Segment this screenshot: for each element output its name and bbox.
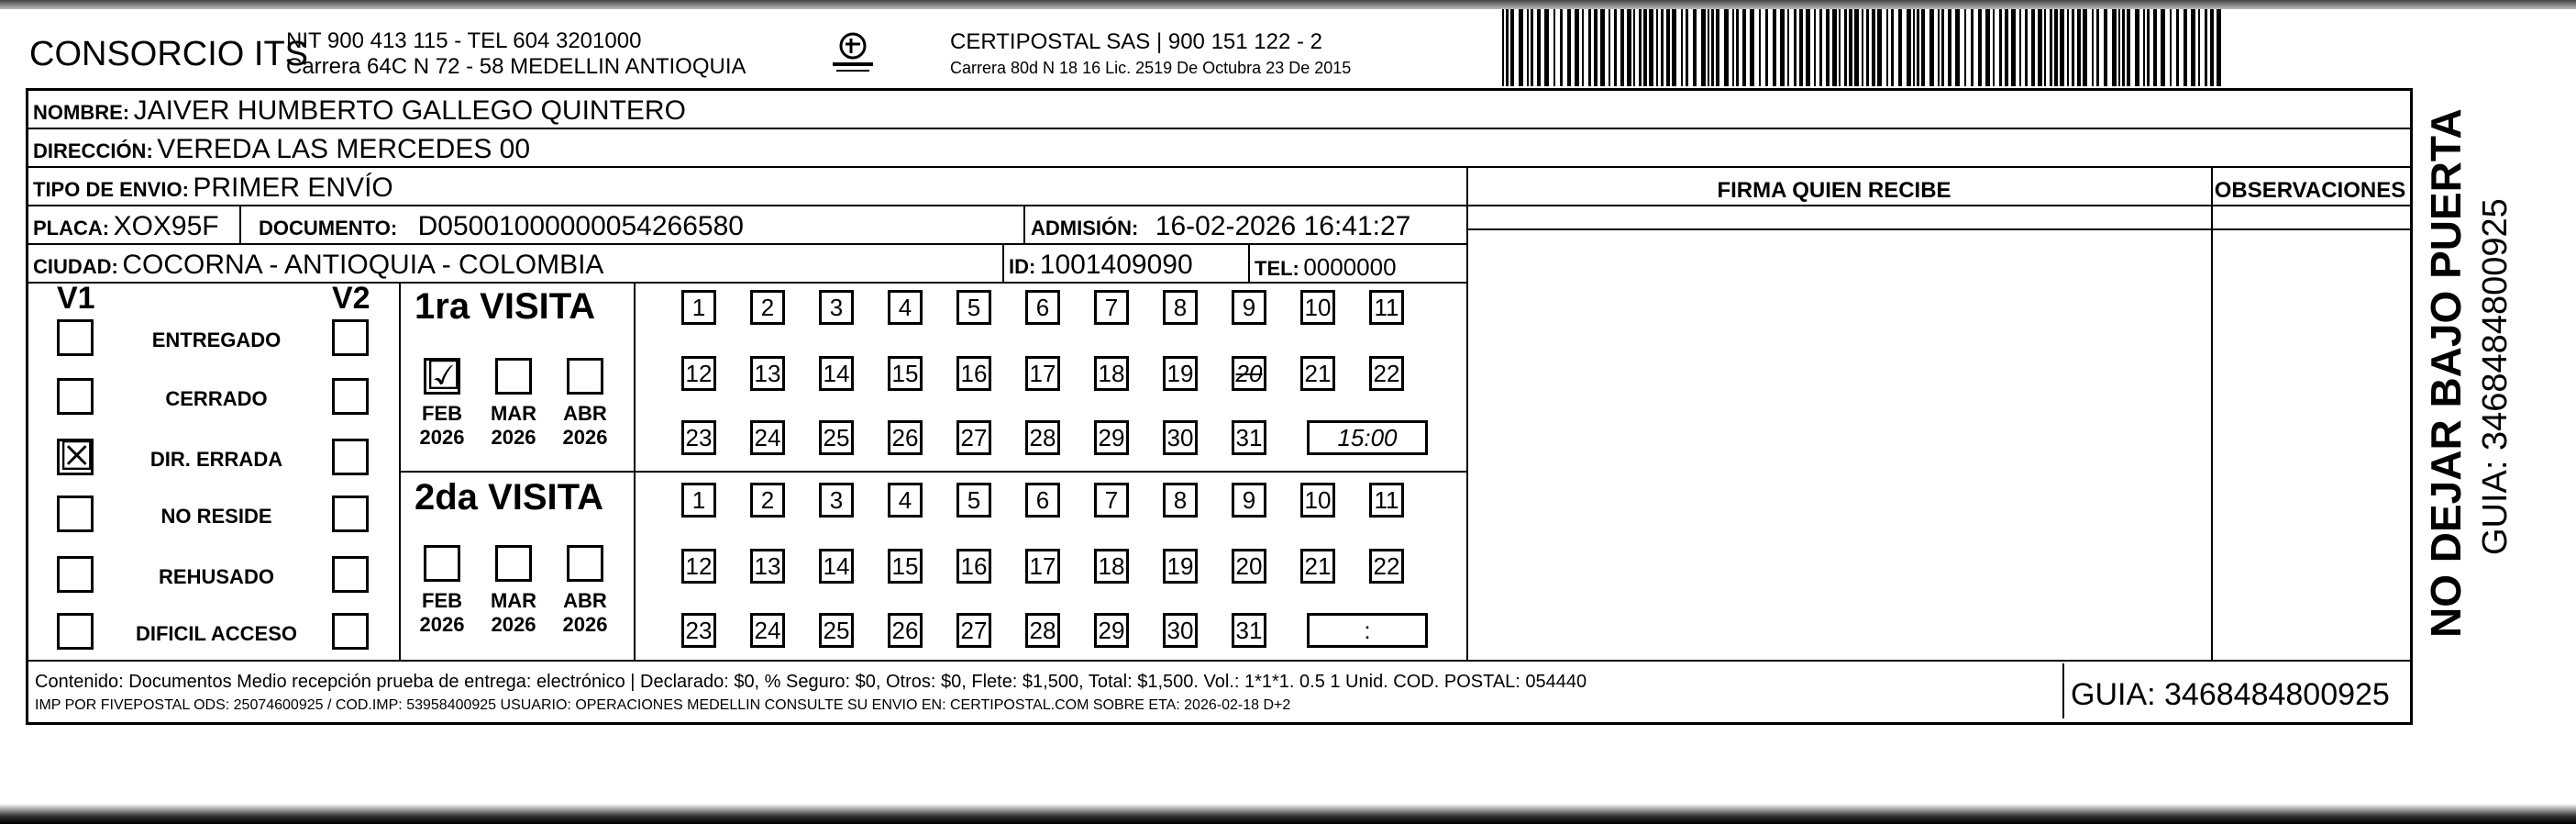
documento-label: DOCUMENTO: [259,217,398,239]
day-box[interactable]: 14 [819,356,854,391]
day-box[interactable]: 20 [1232,356,1266,391]
nombre-label: NOMBRE: [33,101,130,124]
barcode-bar [1732,9,1734,86]
barcode-bar [1627,9,1631,86]
day-box[interactable]: 24 [750,613,785,648]
month-name: FEB [422,589,462,612]
day-box[interactable]: 5 [956,290,991,325]
day-box[interactable]: 22 [1369,549,1404,584]
day-box[interactable]: 10 [1300,290,1335,325]
month-checkbox[interactable] [495,358,532,395]
barcode-bar [1643,9,1647,86]
barcode-bar [1917,9,1919,86]
barcode-bar [1955,9,1960,86]
month-label [415,402,470,450]
barcode-bar [2011,9,2016,86]
admision-field [1031,211,1410,242]
month-check-mark: ☑ [426,352,462,399]
barcode-bar [1938,9,1940,86]
barcode-bar [1672,9,1676,86]
day-box[interactable]: 8 [1163,290,1198,325]
v2-checkbox[interactable] [332,556,369,593]
certipostal-logo [829,29,877,77]
day-box[interactable]: 1 [681,483,716,518]
month-checkbox[interactable] [567,545,603,582]
barcode-bar [1527,9,1529,86]
day-box[interactable]: 17 [1025,549,1060,584]
status-label: REHUSADO [159,565,274,588]
day-box[interactable]: 26 [888,420,923,455]
barcode-bar [1913,9,1915,86]
barcode-bar [1681,9,1683,86]
month-label [415,589,470,637]
v1-label: V1 [57,281,95,316]
barcode-bar [2025,9,2028,86]
month-name: ABR [563,402,607,425]
tel-value: 0000000 [1303,253,1397,281]
barcode-bar [1582,9,1584,86]
barcode-bar [1819,9,1822,86]
month-label [558,589,613,637]
status-label: NO RESIDE [160,505,272,528]
status-label: DIR. ERRADA [149,448,283,471]
day-box[interactable]: 12 [681,549,716,584]
day-box[interactable]: 31 [1232,420,1266,455]
barcode-bar [1567,9,1571,86]
barcode-bar [2038,9,2042,86]
barcode-bar [1773,9,1776,86]
barcode-bar [2067,9,2069,86]
barcode-bar [2153,9,2157,86]
month-year: 2026 [491,426,536,449]
tipo-envio-label: TIPO DE ENVIO: [33,178,189,201]
v1-checkbox[interactable] [57,496,94,532]
month-name: MAR [490,402,537,425]
day-box[interactable]: 13 [750,549,785,584]
barcode-bar [1716,9,1719,86]
barcode-bar [2118,9,2120,86]
barcode-bar [2135,9,2139,86]
barcode-bar [1872,9,1875,86]
id-field [1009,250,1193,281]
ciudad-value: COCORNA - ANTIOQUIA - COLOMBIA [122,250,604,280]
day-box[interactable]: 13 [750,356,785,391]
day-box[interactable]: 15 [888,356,923,391]
barcode-bar [1693,9,1697,86]
barcode-bar [1639,9,1642,86]
observaciones-header: OBSERVACIONES [2214,178,2406,203]
time-box[interactable]: : [1307,613,1428,648]
barcode-bar [1941,9,1944,86]
documento-field [259,211,744,242]
day-box[interactable]: 3 [819,483,854,518]
barcode-bar [2198,9,2200,86]
first-visit-title: 1ra VISITA [415,286,596,327]
barcode-bar [1575,9,1579,86]
barcode-bar [1862,9,1863,86]
barcode-bar [1553,9,1555,86]
barcode-bar [1826,9,1830,86]
barcode-bar [1506,9,1509,86]
month-checkbox[interactable] [424,545,460,582]
day-box[interactable]: 18 [1094,549,1129,584]
day-box[interactable]: 3 [819,290,854,325]
barcode-bar [2031,9,2035,86]
day-box[interactable]: 2 [750,290,785,325]
top-edge [0,0,2576,9]
month-year: 2026 [562,426,608,449]
barcode-bar [1600,9,1605,86]
day-box[interactable]: 30 [1163,613,1198,648]
month-year: 2026 [491,613,536,636]
day-box[interactable]: 28 [1025,613,1060,648]
day-box[interactable]: 28 [1025,420,1060,455]
time-box[interactable]: 15:00 [1307,420,1428,455]
barcode-bar [1787,9,1789,86]
day-box[interactable]: 20 [1232,549,1266,584]
v1-checkbox[interactable] [57,319,94,356]
day-box[interactable]: 17 [1025,356,1060,391]
barcode-bar [1799,9,1803,86]
barcode-bar [1814,9,1816,86]
direccion-label: DIRECCIÓN: [33,139,153,162]
barcode-bar [2054,9,2058,86]
second-visit-title: 2da VISITA [415,477,603,518]
day-box[interactable]: 29 [1094,613,1129,648]
barcode-bar [2096,9,2099,86]
barcode-bar [1999,9,2002,86]
v1-checkbox[interactable] [57,378,94,415]
month-label [486,589,541,637]
placa-field [33,211,219,242]
barcode-bar [1724,9,1729,86]
barcode-bar [1686,9,1688,86]
day-box[interactable]: 25 [819,420,854,455]
barcode-bar [1839,9,1841,86]
barcode-bar [1964,9,1966,86]
tel-field [1255,253,1397,282]
day-box[interactable]: 1 [681,290,716,325]
day-box[interactable]: 11 [1369,290,1404,325]
barcode-bar [1736,9,1739,86]
barcode-bar [1806,9,1810,86]
v2-checkbox[interactable] [332,378,369,415]
nombre-value: JAIVER HUMBERTO GALLEGO QUINTERO [133,95,686,126]
company-nit: NIT 900 413 115 - TEL 604 3201000 [286,28,642,53]
day-box[interactable]: 11 [1369,483,1404,518]
day-box[interactable]: 15 [888,549,923,584]
day-box[interactable]: 10 [1300,483,1335,518]
day-box[interactable]: 18 [1094,356,1129,391]
ciudad-field [33,250,603,281]
day-box[interactable]: 7 [1094,483,1129,518]
barcode-bar [1620,9,1624,86]
day-box[interactable]: 25 [819,613,854,648]
barcode-bar [2127,9,2130,86]
barcode-bar [2077,9,2081,86]
barcode-bar [2210,9,2214,86]
v2-checkbox[interactable] [332,319,369,356]
barcode-bar [1891,9,1894,86]
month-name: ABR [563,589,607,612]
tipo-envio-row [33,173,393,204]
day-box[interactable]: 21 [1300,356,1335,391]
barcode-bar [1742,9,1746,86]
v1-check-mark: ☒ [59,433,95,480]
footer-print-info: IMP POR FIVEPOSTAL ODS: 25074600925 / COD.IMP: 53958400925 USUARIO: OPERACIONES MEDELLIN CONSULTE SU ENVIO EN: CERTIPOSTAL.COM SOBRE ETA: 2026-02-18 D+2 [35,697,1291,713]
month-name: MAR [490,589,537,612]
placa-value: XOX95F [113,211,219,241]
barcode [1500,9,2234,86]
id-label: ID: [1009,255,1036,278]
day-box[interactable]: 6 [1025,290,1060,325]
day-box[interactable]: 16 [956,356,991,391]
admision-label: ADMISIÓN: [1031,217,1139,239]
day-box[interactable]: 23 [681,420,716,455]
barcode-bar [2112,9,2117,86]
day-box[interactable]: 21 [1300,549,1335,584]
day-box[interactable]: 30 [1163,420,1198,455]
barcode-bar [2122,9,2125,86]
barcode-bar [1971,9,1973,86]
day-box[interactable]: 2 [750,483,785,518]
barcode-bar [1544,9,1549,86]
barcode-bar [2147,9,2150,86]
day-box[interactable]: 27 [956,613,991,648]
footer-guia: GUIA: 3468484800925 [2071,677,2390,712]
footer-content: Contenido: Documentos Medio recepción prueba de entrega: electrónico | Declarado: $0, % Seguro: $0, Otros: $0, Flete: $1,500, Total: $1,500. Vol.: 1*1*1. 0.5 1 Unid. COD. POSTAL: 054440 [35,672,1587,692]
day-box[interactable]: 4 [888,290,923,325]
documento-value: D05001000000054266580 [417,211,744,241]
barcode-bar [1701,9,1706,86]
id-value: 1001409090 [1039,250,1193,280]
month-year: 2026 [419,613,465,636]
barcode-bar [1661,9,1664,86]
day-box[interactable]: 19 [1163,549,1198,584]
barcode-bar [1609,9,1610,86]
status-label: ENTREGADO [151,328,282,351]
barcode-bar [2019,9,2021,86]
month-label [558,402,613,450]
day-box[interactable]: 5 [956,483,991,518]
barcode-bar [1594,9,1598,86]
month-year: 2026 [562,613,608,636]
day-box[interactable]: 4 [888,483,923,518]
day-box[interactable]: 6 [1025,483,1060,518]
barcode-bar [2161,9,2165,86]
barcode-bar [1666,9,1670,86]
certipostal-license: Carrera 80d N 18 16 Lic. 2519 De Octubra 23 De 2015 [950,59,1352,77]
barcode-bar [2184,9,2187,86]
barcode-bar [1854,9,1859,86]
day-box[interactable]: 14 [819,549,854,584]
barcode-bar [1649,9,1653,86]
barcode-bar [1844,9,1847,86]
tipo-envio-value: PRIMER ENVÍO [193,173,393,203]
month-year: 2026 [419,426,465,449]
barcode-bar [1708,9,1709,86]
day-box[interactable]: 16 [956,549,991,584]
barcode-bar [1877,9,1882,86]
barcode-bar [1794,9,1797,86]
barcode-bar [1832,9,1837,86]
barcode-bar [2170,9,2172,86]
v1-checkbox[interactable] [57,556,94,593]
month-label [486,402,541,450]
barcode-bar [1560,9,1563,86]
ciudad-label: CIUDAD: [33,255,118,278]
barcode-bar [2104,9,2107,86]
month-name: FEB [422,402,462,425]
barcode-bar [1765,9,1768,86]
status-label: DIFICIL ACCESO [135,622,297,645]
barcode-bar [1929,9,1934,86]
day-box[interactable]: 22 [1369,356,1404,391]
barcode-bar [1656,9,1658,86]
day-box[interactable]: 27 [956,420,991,455]
barcode-bar [1907,9,1911,86]
barcode-bar [1588,9,1591,86]
barcode-bar [1519,9,1523,86]
day-box[interactable]: 29 [1094,420,1129,455]
barcode-bar [1510,9,1514,86]
admision-value: 16-02-2026 16:41:27 [1155,211,1411,241]
nombre-row [33,95,686,127]
barcode-bar [1866,9,1869,86]
barcode-bar [2191,9,2195,86]
v2-checkbox[interactable] [332,496,369,532]
day-box[interactable]: 23 [681,613,716,648]
barcode-bar [1886,9,1888,86]
barcode-bar [2143,9,2145,86]
barcode-bar [1750,9,1754,86]
side-guia: GUIA: 3468484800925 [2476,198,2515,555]
certipostal-info: CERTIPOSTAL SAS | 900 151 122 - 2 [950,29,1322,54]
v2-label: V2 [332,281,370,316]
v1-checkbox[interactable] [57,613,94,650]
barcode-bar [1502,9,1504,86]
v2-checkbox[interactable] [332,439,369,475]
barcode-bar [1921,9,1925,86]
barcode-bar [1531,9,1533,86]
company-name: CONSORCIO ITS [29,35,309,73]
barcode-bar [2060,9,2064,86]
barcode-bar [1898,9,1902,86]
barcode-bar [2050,9,2052,86]
barcode-bar [1614,9,1617,86]
placa-label: PLACA: [33,217,110,239]
direccion-value: VEREDA LAS MERCEDES 00 [157,134,531,164]
barcode-bar [1993,9,1995,86]
barcode-bar [2072,9,2074,86]
barcode-bar [2083,9,2087,86]
day-box[interactable]: 26 [888,613,923,648]
status-label: CERRADO [165,387,268,410]
day-box[interactable]: 19 [1163,356,1198,391]
barcode-bar [1948,9,1951,86]
month-checkbox[interactable] [495,545,532,582]
day-box[interactable]: 24 [750,420,785,455]
tel-label: TEL: [1255,257,1299,280]
month-checkbox[interactable] [567,358,603,395]
day-box[interactable]: 31 [1232,613,1266,648]
no-dejar-bajo-puerta: NO DEJAR BAJO PUERTA [2422,108,2470,638]
barcode-bar [2176,9,2179,86]
company-address: Carrera 64C N 72 - 58 MEDELLIN ANTIOQUIA [286,54,746,79]
barcode-bar [1985,9,1990,86]
barcode-bar [1711,9,1714,86]
day-box[interactable]: 7 [1094,290,1129,325]
v2-checkbox[interactable] [332,613,369,650]
day-box[interactable]: 9 [1232,290,1266,325]
bottom-edge [0,804,2576,824]
barcode-bar [1978,9,1982,86]
barcode-bar [1537,9,1541,86]
day-box[interactable]: 9 [1232,483,1266,518]
barcode-bar [1780,9,1785,86]
firma-header: FIRMA QUIEN RECIBE [1717,178,1951,203]
direccion-row [33,134,530,165]
barcode-bar [1633,9,1635,86]
barcode-bar [1849,9,1852,86]
barcode-bar [2092,9,2094,86]
barcode-bar [2044,9,2046,86]
barcode-bar [2205,9,2207,86]
barcode-bar [1759,9,1761,86]
barcode-bar [2217,9,2221,86]
day-box[interactable]: 12 [681,356,716,391]
barcode-bar [2005,9,2008,86]
day-box[interactable]: 8 [1163,483,1198,518]
